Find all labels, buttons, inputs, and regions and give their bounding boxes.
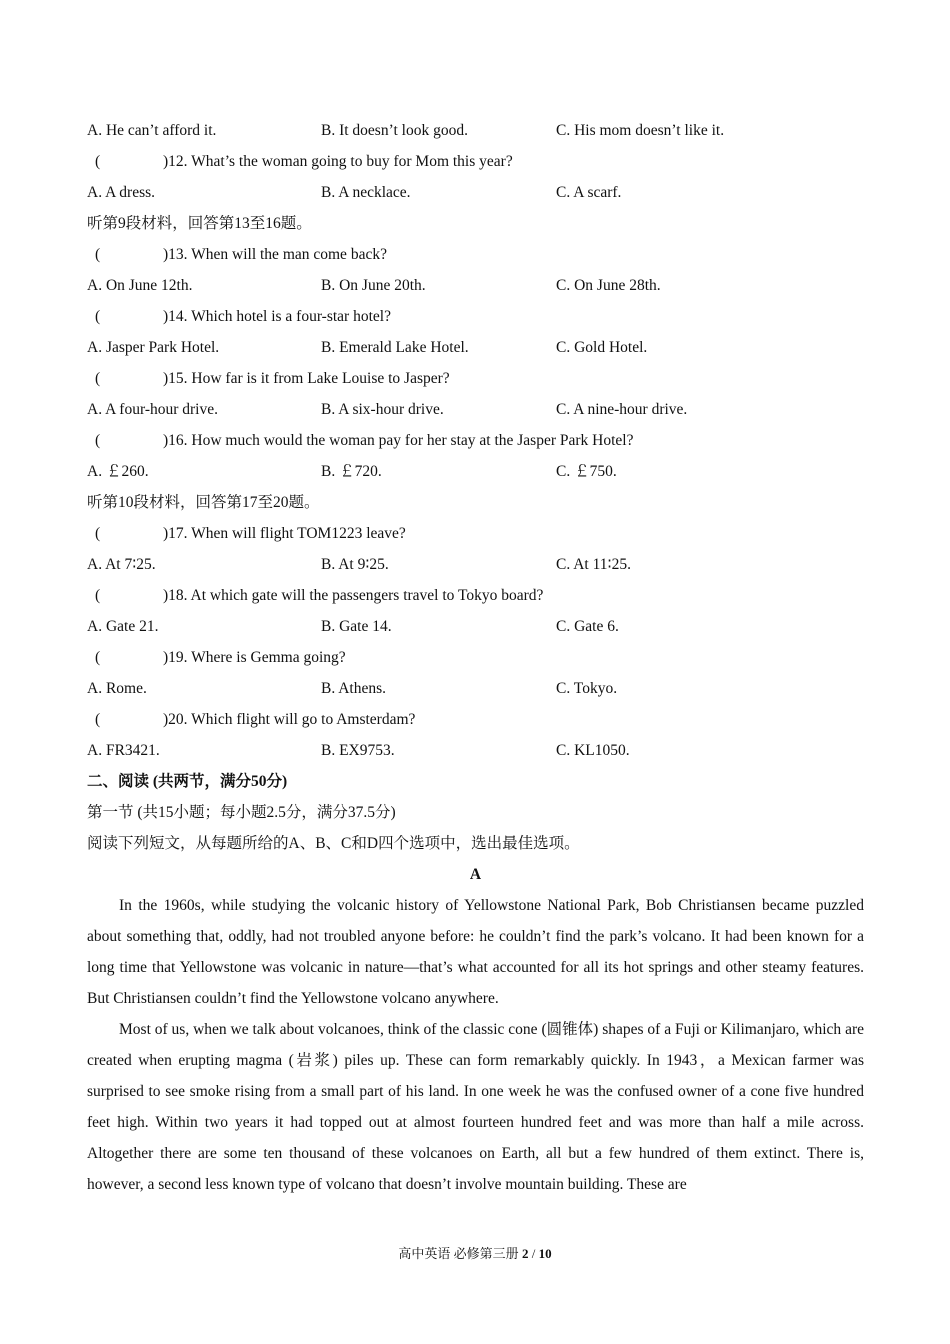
- question-stem: )12. What’s the woman going to buy for Mom this year?: [163, 153, 513, 170]
- question-stem: )19. Where is Gemma going?: [163, 649, 346, 666]
- answer-blank[interactable]: (: [95, 432, 101, 449]
- option-b: B. Athens.: [321, 680, 387, 697]
- footer-page-total: 10: [538, 1246, 552, 1261]
- part-heading: 第一节 (共15小题；每小题2.5分，满分37.5分): [87, 804, 396, 821]
- question-12: [87, 146, 864, 177]
- q14-options: [87, 332, 864, 363]
- option-b: B. Gate 14.: [321, 618, 392, 635]
- q15-options: [87, 394, 864, 425]
- option-a: A. Gate 21.: [87, 618, 159, 635]
- option-a: A. A four-hour drive.: [87, 401, 218, 418]
- option-b: B. At 9∶25.: [321, 556, 389, 573]
- passage-label: A: [469, 866, 482, 883]
- question-20: [87, 704, 864, 735]
- instruction-material-9: 听第9段材料，回答第13至16题。: [87, 215, 312, 232]
- answer-blank[interactable]: (: [95, 649, 101, 666]
- part-instruction: 阅读下列短文，从每题所给的A、B、C和D四个选项中，选出最佳选项。: [87, 835, 580, 852]
- q18-options: [87, 611, 864, 642]
- page-footer: [0, 1244, 950, 1264]
- question-stem: )14. Which hotel is a four-star hotel?: [163, 308, 391, 325]
- answer-blank[interactable]: (: [95, 587, 101, 604]
- option-c: C. A nine-hour drive.: [556, 401, 688, 418]
- answer-blank[interactable]: (: [95, 370, 101, 387]
- question-14: [87, 301, 864, 332]
- question-stem: )20. Which flight will go to Amsterdam?: [163, 711, 416, 728]
- question-16: [87, 425, 864, 456]
- question-15: [87, 363, 864, 394]
- option-a: A. He can’t afford it.: [87, 122, 217, 139]
- answer-blank[interactable]: (: [95, 308, 101, 325]
- option-b: B. It doesn’t look good.: [321, 122, 468, 139]
- question-stem: )17. When will flight TOM1223 leave?: [163, 525, 406, 542]
- question-stem: )13. When will the man come back?: [163, 246, 387, 263]
- q11-options: [87, 115, 864, 146]
- option-b: B. A six-hour drive.: [321, 401, 444, 418]
- footer-course: 高中英语 必修第三册: [398, 1246, 519, 1261]
- question-13: [87, 239, 864, 270]
- q19-options: [87, 673, 864, 704]
- answer-blank[interactable]: (: [95, 153, 101, 170]
- footer-page-number: 2: [521, 1246, 529, 1261]
- answer-blank[interactable]: (: [95, 246, 101, 263]
- q13-options: [87, 270, 864, 301]
- option-b: B. EX9753.: [321, 742, 395, 759]
- footer-separator: /: [528, 1246, 539, 1261]
- answer-blank[interactable]: (: [95, 711, 101, 728]
- question-stem: )18. At which gate will the passengers travel to Tokyo board?: [163, 587, 544, 604]
- option-a: A. FR3421.: [87, 742, 160, 759]
- option-b: B. On June 20th.: [321, 277, 426, 294]
- passage-paragraph-2: Most of us, when we talk about volcanoes, think of the classic cone (圆锥体) shapes of a Fuji or Kilimanjaro, which are created when erupting magma (岩浆) piles up. These can form remarkably quickly. In 1943，a Mexican farmer was surprised to see smoke rising from a small part of his land. In one week he was the confused owner of a cone five hundred feet high. Within two years it had topped out at almost fourteen hundred feet and was more than half a mile across. Altogether there are some ten thousand of these volcanoes on Earth, all but a few hundred of them extinct. There is, however, a second less known type of volcano that doesn’t involve mountain building. These are: [87, 1021, 864, 1193]
- option-c: C. KL1050.: [556, 742, 630, 759]
- option-c: C. At 11∶25.: [556, 556, 631, 573]
- question-19: [87, 642, 864, 673]
- option-c: C. Gate 6.: [556, 618, 619, 635]
- option-a: A. A dress.: [87, 184, 156, 201]
- option-a: A. Jasper Park Hotel.: [87, 339, 220, 356]
- q20-options: [87, 735, 864, 766]
- q16-options: [87, 456, 864, 487]
- option-a: A. At 7∶25.: [87, 556, 156, 573]
- option-b: B. Emerald Lake Hotel.: [321, 339, 469, 356]
- option-c: C. His mom doesn’t like it.: [556, 122, 725, 139]
- question-stem: )16. How much would the woman pay for her stay at the Jasper Park Hotel?: [163, 432, 634, 449]
- option-b: B. A necklace.: [321, 184, 411, 201]
- option-c: C. Gold Hotel.: [556, 339, 648, 356]
- option-a: A. Rome.: [87, 680, 147, 697]
- option-c: C. On June 28th.: [556, 277, 661, 294]
- option-c: C. Tokyo.: [556, 680, 618, 697]
- question-stem: )15. How far is it from Lake Louise to Jasper?: [163, 370, 450, 387]
- option-c: C. ￡750.: [556, 463, 617, 480]
- option-a: A. On June 12th.: [87, 277, 193, 294]
- question-17: [87, 518, 864, 549]
- section-heading-reading: 二、阅读 (共两节，满分50分): [87, 773, 288, 790]
- option-c: C. A scarf.: [556, 184, 622, 201]
- option-b: B. ￡720.: [321, 463, 382, 480]
- question-18: [87, 580, 864, 611]
- passage-paragraph-1: In the 1960s, while studying the volcanic history of Yellowstone National Park, Bob Christiansen became puzzled about something that, oddly, had not troubled anyone before: he couldn’t find the park’s volcano. It had been known for a long time that Yellowstone was volcanic in nature—that’s what accounted for all its hot springs and other steamy features. But Christiansen couldn’t find the Yellowstone volcano anywhere.: [87, 897, 864, 1007]
- option-a: A. ￡260.: [87, 463, 149, 480]
- instruction-material-10: 听第10段材料，回答第17至20题。: [87, 494, 320, 511]
- answer-blank[interactable]: (: [95, 525, 101, 542]
- q17-options: [87, 549, 864, 580]
- exam-page: [87, 115, 864, 1200]
- q12-options: [87, 177, 864, 208]
